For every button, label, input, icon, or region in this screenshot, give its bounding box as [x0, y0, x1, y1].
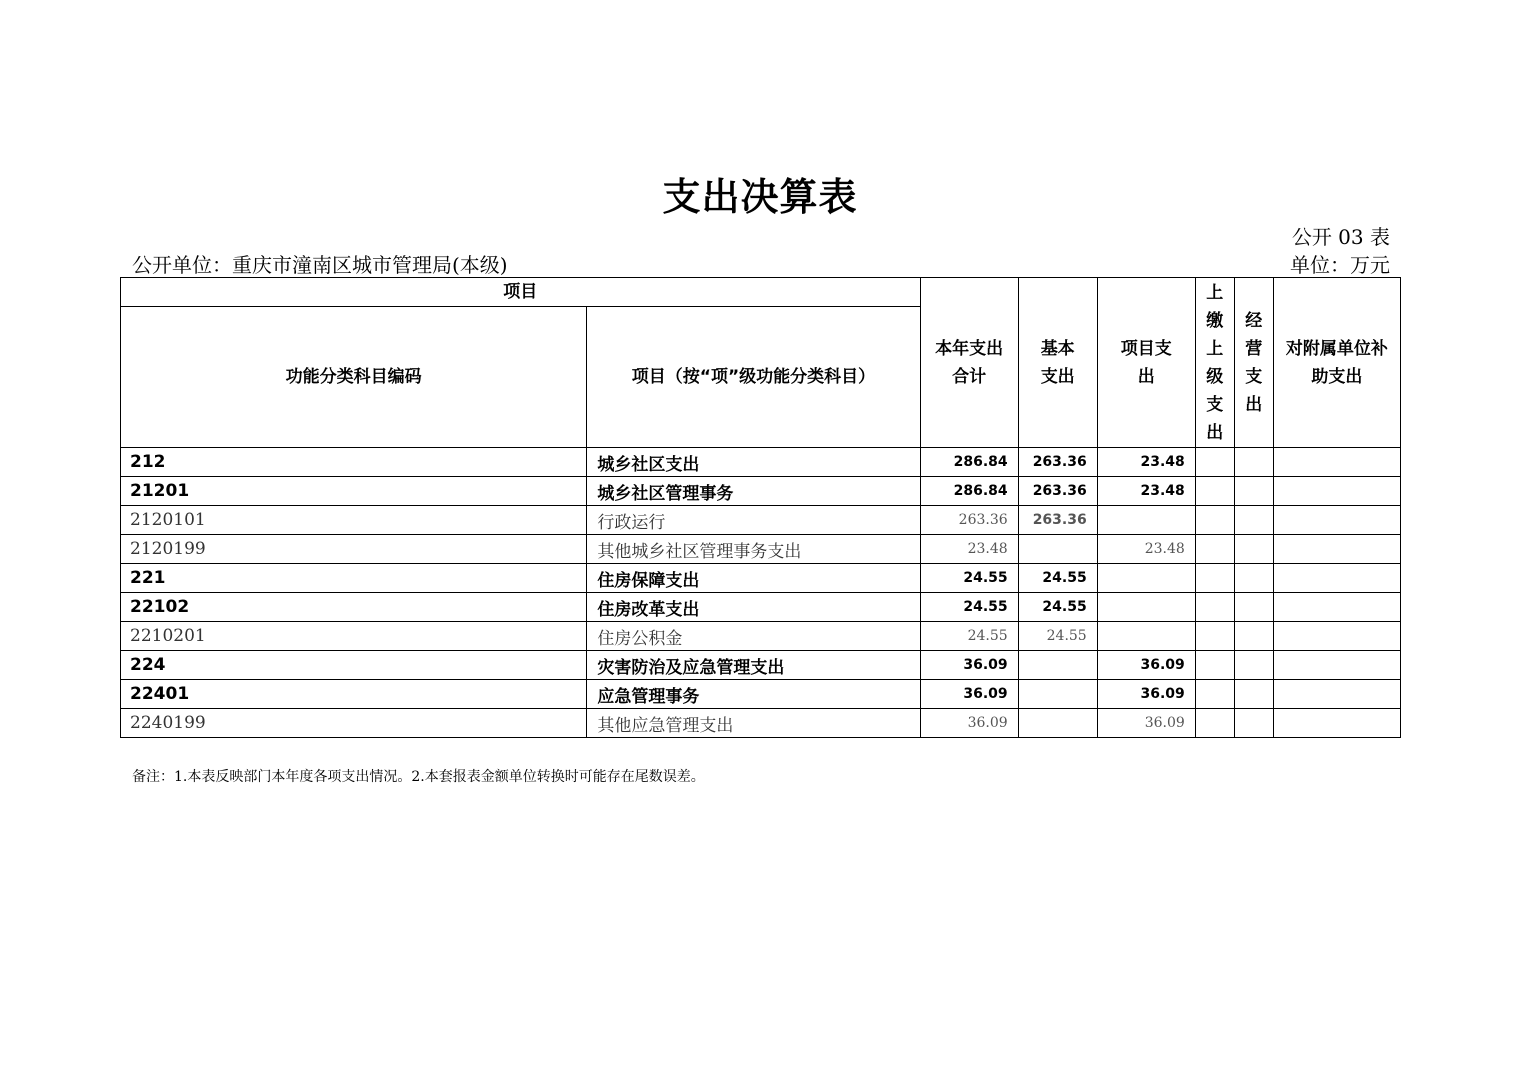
business-cell	[1234, 593, 1273, 622]
name-cell: 住房公积金	[587, 622, 920, 651]
subsidy-cell	[1273, 564, 1400, 593]
header-name: 项目（按“项”级功能分类科目）	[587, 307, 920, 448]
table-row	[121, 709, 1401, 738]
code-cell: 22102	[121, 593, 587, 622]
header-subsidy: 对附属单位补助支出	[1273, 278, 1400, 448]
code-cell: 2240199	[121, 709, 587, 738]
business-cell	[1234, 535, 1273, 564]
basic-cell: 24.55	[1018, 564, 1097, 593]
business-cell	[1234, 448, 1273, 477]
basic-cell: 24.55	[1018, 593, 1097, 622]
header-item-group: 项目	[121, 278, 921, 307]
subsidy-cell	[1273, 709, 1400, 738]
basic-cell: 263.36	[1018, 448, 1097, 477]
header-basic: 基本支出	[1018, 278, 1097, 448]
name-cell: 城乡社区支出	[587, 448, 920, 477]
table-row	[121, 593, 1401, 622]
total-cell: 24.55	[920, 593, 1018, 622]
table-row	[121, 535, 1401, 564]
total-cell: 36.09	[920, 709, 1018, 738]
footnote: 备注：1.本表反映部门本年度各项支出情况。2.本套报表金额单位转换时可能存在尾数误差。	[132, 769, 705, 785]
header-project: 项目支出	[1097, 278, 1195, 448]
subsidy-cell	[1273, 680, 1400, 709]
subsidy-cell	[1273, 477, 1400, 506]
header-upper: 上缴上级支出	[1195, 278, 1234, 448]
name-cell: 应急管理事务	[587, 680, 920, 709]
business-cell	[1234, 506, 1273, 535]
header-total: 本年支出合计	[920, 278, 1018, 448]
upper-cell	[1195, 680, 1234, 709]
basic-cell	[1018, 535, 1097, 564]
total-cell: 263.36	[920, 506, 1018, 535]
code-cell: 2210201	[121, 622, 587, 651]
basic-cell	[1018, 651, 1097, 680]
code-cell: 212	[121, 448, 587, 477]
subsidy-cell	[1273, 651, 1400, 680]
business-cell	[1234, 651, 1273, 680]
business-cell	[1234, 709, 1273, 738]
table-row	[121, 448, 1401, 477]
name-cell: 住房保障支出	[587, 564, 920, 593]
upper-cell	[1195, 622, 1234, 651]
project-cell: 36.09	[1097, 709, 1195, 738]
name-cell: 灾害防治及应急管理支出	[587, 651, 920, 680]
header-business: 经营支出	[1234, 278, 1273, 448]
name-cell: 城乡社区管理事务	[587, 477, 920, 506]
upper-cell	[1195, 709, 1234, 738]
name-cell: 其他应急管理支出	[587, 709, 920, 738]
total-cell: 24.55	[920, 622, 1018, 651]
subsidy-cell	[1273, 448, 1400, 477]
upper-cell	[1195, 593, 1234, 622]
basic-cell	[1018, 680, 1097, 709]
business-cell	[1234, 564, 1273, 593]
name-cell: 住房改革支出	[587, 593, 920, 622]
business-cell	[1234, 680, 1273, 709]
subsidy-cell	[1273, 506, 1400, 535]
upper-cell	[1195, 535, 1234, 564]
table-row	[121, 564, 1401, 593]
upper-cell	[1195, 448, 1234, 477]
table-row	[121, 651, 1401, 680]
upper-cell	[1195, 651, 1234, 680]
code-cell: 2120101	[121, 506, 587, 535]
basic-cell	[1018, 709, 1097, 738]
form-number: 公开 03 表	[1291, 225, 1390, 249]
project-cell	[1097, 593, 1195, 622]
upper-cell	[1195, 506, 1234, 535]
table-row	[121, 622, 1401, 651]
project-cell: 36.09	[1097, 651, 1195, 680]
code-cell: 2120199	[121, 535, 587, 564]
business-cell	[1234, 477, 1273, 506]
project-cell: 36.09	[1097, 680, 1195, 709]
upper-cell	[1195, 477, 1234, 506]
name-cell: 行政运行	[587, 506, 920, 535]
table-row	[121, 680, 1401, 709]
total-cell: 286.84	[920, 477, 1018, 506]
total-cell: 23.48	[920, 535, 1018, 564]
basic-cell: 24.55	[1018, 622, 1097, 651]
subsidy-cell	[1273, 593, 1400, 622]
project-cell	[1097, 622, 1195, 651]
total-cell: 24.55	[920, 564, 1018, 593]
total-cell: 36.09	[920, 680, 1018, 709]
table-row	[121, 477, 1401, 506]
project-cell: 23.48	[1097, 477, 1195, 506]
subsidy-cell	[1273, 535, 1400, 564]
report-title: 支出决算表	[662, 174, 858, 219]
currency-unit: 单位：万元	[1290, 253, 1390, 277]
project-cell: 23.48	[1097, 535, 1195, 564]
code-cell: 22401	[121, 680, 587, 709]
total-cell: 36.09	[920, 651, 1018, 680]
code-cell: 224	[121, 651, 587, 680]
project-cell: 23.48	[1097, 448, 1195, 477]
table-row	[121, 506, 1401, 535]
name-cell: 其他城乡社区管理事务支出	[587, 535, 920, 564]
upper-cell	[1195, 564, 1234, 593]
business-cell	[1234, 622, 1273, 651]
code-cell: 221	[121, 564, 587, 593]
reporting-unit: 公开单位：重庆市潼南区城市管理局(本级)	[132, 253, 508, 277]
code-cell: 21201	[121, 477, 587, 506]
project-cell	[1097, 564, 1195, 593]
total-cell: 286.84	[920, 448, 1018, 477]
basic-cell: 263.36	[1018, 477, 1097, 506]
basic-cell: 263.36	[1018, 506, 1097, 535]
project-cell	[1097, 506, 1195, 535]
header-code: 功能分类科目编码	[121, 307, 587, 448]
subsidy-cell	[1273, 622, 1400, 651]
expenditure-table	[120, 277, 1401, 738]
